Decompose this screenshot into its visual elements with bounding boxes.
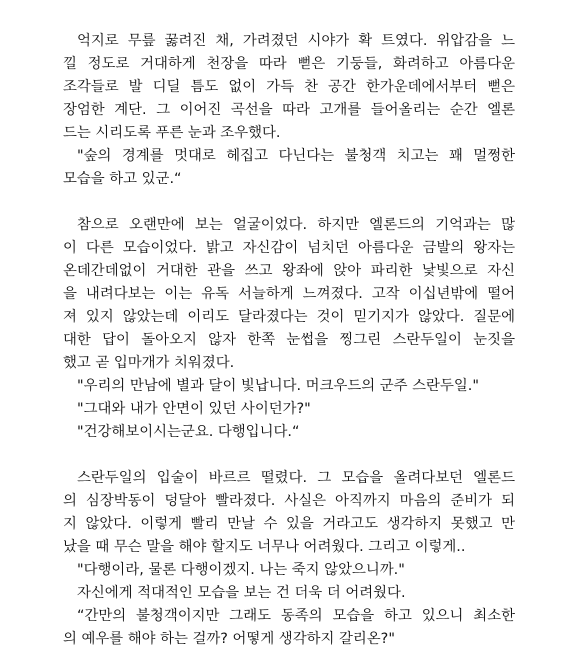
text-line: "그대와 내가 안면이 있던 사이던가?"	[77, 401, 311, 417]
text-line: 참으로 오랜만에 보는 얼굴이었다. 하지만 엘론드의 기억과는 많	[77, 217, 515, 233]
text-line: "우리의 만남에 별과 달이 빛납니다. 머크우드의 군주 스란두일."	[77, 378, 479, 394]
text-line: 장엄한 계단. 그 이어진 곡선을 따라 고개를 들어올리는 순간 엘론	[63, 102, 515, 118]
text-line: 져 있지 않았는데 이리도 달라졌다는 것이 믿기지가 않았다. 질문에	[63, 309, 515, 325]
text-line: 드는 시리도록 푸른 눈과 조우했다.	[63, 125, 281, 141]
text-line: 낄 정도로 거대하게 천장을 따라 뻗은 기둥들, 화려하고 아름다운	[63, 56, 515, 72]
text-line: 났을 때 무슨 말을 해야 할지도 너무나 어려웠다. 그리고 이렇게..	[63, 539, 466, 555]
text-line: 모습을 하고 있군.“	[63, 171, 182, 187]
text-line: "건강해보이시는군요. 다행입니다.“	[77, 424, 300, 440]
text-line: 조각들로 발 디딜 틈도 없이 가득 찬 공간 한가운데에서부터 뻗은	[63, 79, 515, 95]
text-line: 대한 답이 돌아오지 않자 한쪽 눈썹을 찡그린 스란두일이 눈짓을	[63, 332, 515, 348]
text-line: 자신에게 적대적인 모습을 보는 건 더욱 더 어려웠다.	[77, 585, 406, 601]
text-line: 이 다른 모습이었다. 밝고 자신감이 넘치던 아름다운 금발의 왕자는	[63, 240, 515, 256]
text-line: 을 내려다보는 이는 유독 서늘하게 느껴졌다. 고작 이십년밖에 떨어	[63, 286, 515, 302]
text-line: “간만의 불청객이지만 그래도 동족의 모습을 하고 있으니 최소한	[77, 608, 515, 624]
text-line: 의 심장박동이 덩달아 빨라졌다. 사실은 아직까지 마음의 준비가 되	[63, 493, 515, 509]
text-line: 지 않았다. 이렇게 빨리 만날 수 있을 거라고도 생각하지 못했고 만	[63, 516, 515, 532]
text-line: 의 예우를 해야 하는 걸까? 어떻게 생각하지 갈리온?"	[63, 631, 395, 647]
text-line: "다행이라, 물론 다행이겠지. 나는 죽지 않았으니까."	[77, 562, 405, 578]
text-line: 했고 곧 입마개가 치워졌다.	[63, 355, 235, 371]
text-line: 억지로 무릎 꿇려진 채, 가려졌던 시야가 확 트였다. 위압감을 느	[77, 33, 515, 49]
text-line: "숲의 경계를 멋대로 헤집고 다닌다는 불청객 치고는 꽤 멀쩡한	[77, 148, 515, 164]
text-line: 온데간데없이 거대한 관을 쓰고 왕좌에 앉아 파리한 낯빛으로 자신	[63, 263, 515, 279]
text-line: 스란두일의 입술이 바르르 떨렸다. 그 모습을 올려다보던 엘론드	[77, 470, 515, 486]
